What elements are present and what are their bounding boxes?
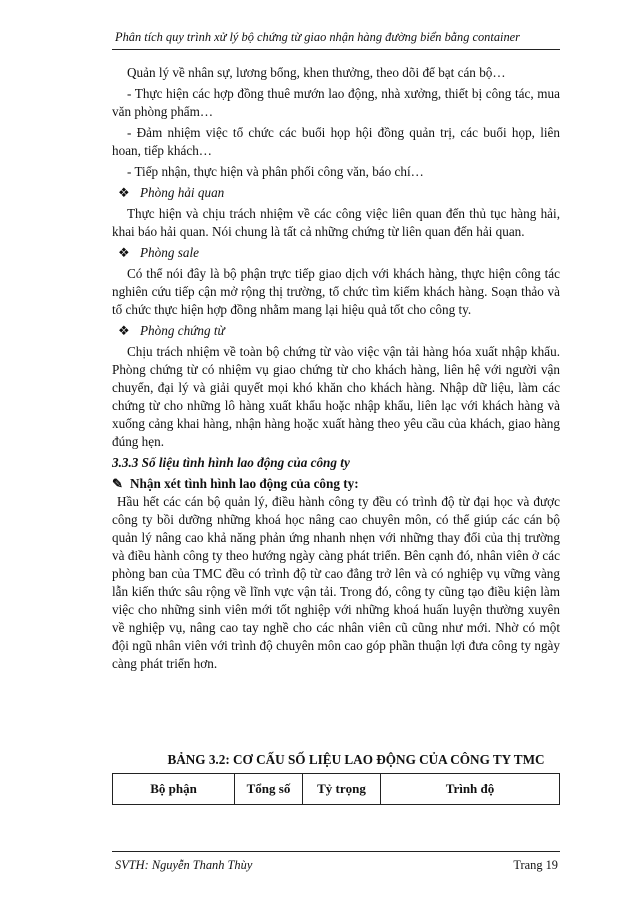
header-divider [112, 49, 560, 50]
page-header: Phân tích quy trình xử lý bộ chứng từ giao nhận hàng đường biển bằng container [115, 30, 520, 44]
table-header-row [113, 774, 560, 805]
paragraph: Hầu hết các cán bộ quản lý, điều hành công ty đều có trình độ từ đại học và được công ty bồi dưỡng những khoá học nâng cao chuyên môn, có thể giúp các cán bộ quản lý nâng cao khả năng phản ứng nhanh nhẹn với những thay đổi của thị trường và điều hành công ty theo hướng ngày càng phát triển. Bên cạnh đó, nhân viên ở các phòng ban của TMC đều có trình độ từ cao đẳng trở lên và có nghiệp vụ vững vàng lẫn kiến thức sâu rộng về lĩnh vực vận tải. Trong đó, công ty cũng tạo điều kiện làm việc cho những sinh viên mới tốt nghiệp với những khoá huấn luyện thường xuyên về nghiệp vụ, nâng cao tay nghề cho các nhân viên cũ cũng như mới. Nhờ có một đội ngũ nhân viên với trình độ chuyên môn cao góp phần thuận lợi đưa công ty ngày càng phát triển hơn. [112, 494, 560, 671]
subsection-title: ✎ Nhận xét tình hình lao động của công ty: [112, 476, 359, 491]
table-header-cell: Tỷ trọng [303, 774, 381, 805]
paragraph: - Tiếp nhận, thực hiện và phân phối công văn, báo chí… [127, 164, 424, 179]
footer-author: SVTH: Nguyễn Thanh Thùy [115, 858, 253, 872]
table-header-cell: Tổng số [235, 774, 303, 805]
paragraph: Quản lý về nhân sự, lương bổng, khen thưởng, theo dõi để bạt cán bộ… [127, 65, 506, 80]
diamond-bullet-icon: ❖ [118, 185, 130, 200]
section-title: 3.3.3 Số liệu tình hình lao động của công ty [112, 455, 350, 470]
paragraph: - Thực hiện các hợp đồng thuê mướn lao động, nhà xưởng, thiết bị công tác, mua văn phòng phẩm… [112, 86, 560, 119]
footer-divider [112, 851, 560, 852]
paragraph: Chịu trách nhiệm về toàn bộ chứng từ vào việc vận tải hàng hóa xuất nhập khẩu. Phòng chứng từ có nhiệm vụ giao chứng từ cho khách hàng, liên hệ với người vận chuyển, đại lý và giải quyết mọi khó khăn cho khách hàng. Nhập dữ liệu, làm các chứng từ cho những lô hàng xuất khẩu hoặc nhập khẩu, liên lạc với khách hàng và xuống cảng khai hàng, nhận hàng hoặc xuất hàng theo yêu cầu của khách, giao hàng đúng hẹn. [112, 344, 560, 449]
section-heading-chungtu: ❖ Phòng chứng từ [118, 323, 225, 338]
paragraph: Thực hiện và chịu trách nhiệm về các công việc liên quan đến thủ tục hàng hải, khai báo hải quan. Nói chung là tất cả những chứng từ liên quan đến hải quan. [112, 206, 560, 239]
section-heading-sale: ❖ Phòng sale [118, 245, 199, 260]
table-header-cell: Trình độ [381, 774, 560, 805]
section-heading-haiquan: ❖ Phòng hải quan [118, 185, 225, 200]
labor-table [112, 773, 560, 805]
table-title: BẢNG 3.2: CƠ CẤU SỐ LIỆU LAO ĐỘNG CỦA CÔNG TY TMC [167, 752, 545, 767]
page-number: Trang 19 [513, 858, 558, 872]
table-header-cell: Bộ phận [113, 774, 235, 805]
diamond-bullet-icon: ❖ [118, 323, 130, 338]
diamond-bullet-icon: ❖ [118, 245, 130, 260]
paragraph: - Đảm nhiệm việc tổ chức các buổi họp hội đồng quản trị, các buổi họp, liên hoan, tiếp khách… [112, 125, 560, 158]
pencil-icon: ✎ [112, 476, 124, 491]
document-body [112, 64, 560, 673]
paragraph: Có thể nói đây là bộ phận trực tiếp giao dịch với khách hàng, thực hiện công tác nghiên cứu tiếp cận mở rộng thị trường, tổ chức tìm kiếm khách hàng. Soạn thảo và tổ chức thực hiện hợp đồng nhằm mang lại hiệu quả tốt cho công ty. [112, 266, 560, 317]
